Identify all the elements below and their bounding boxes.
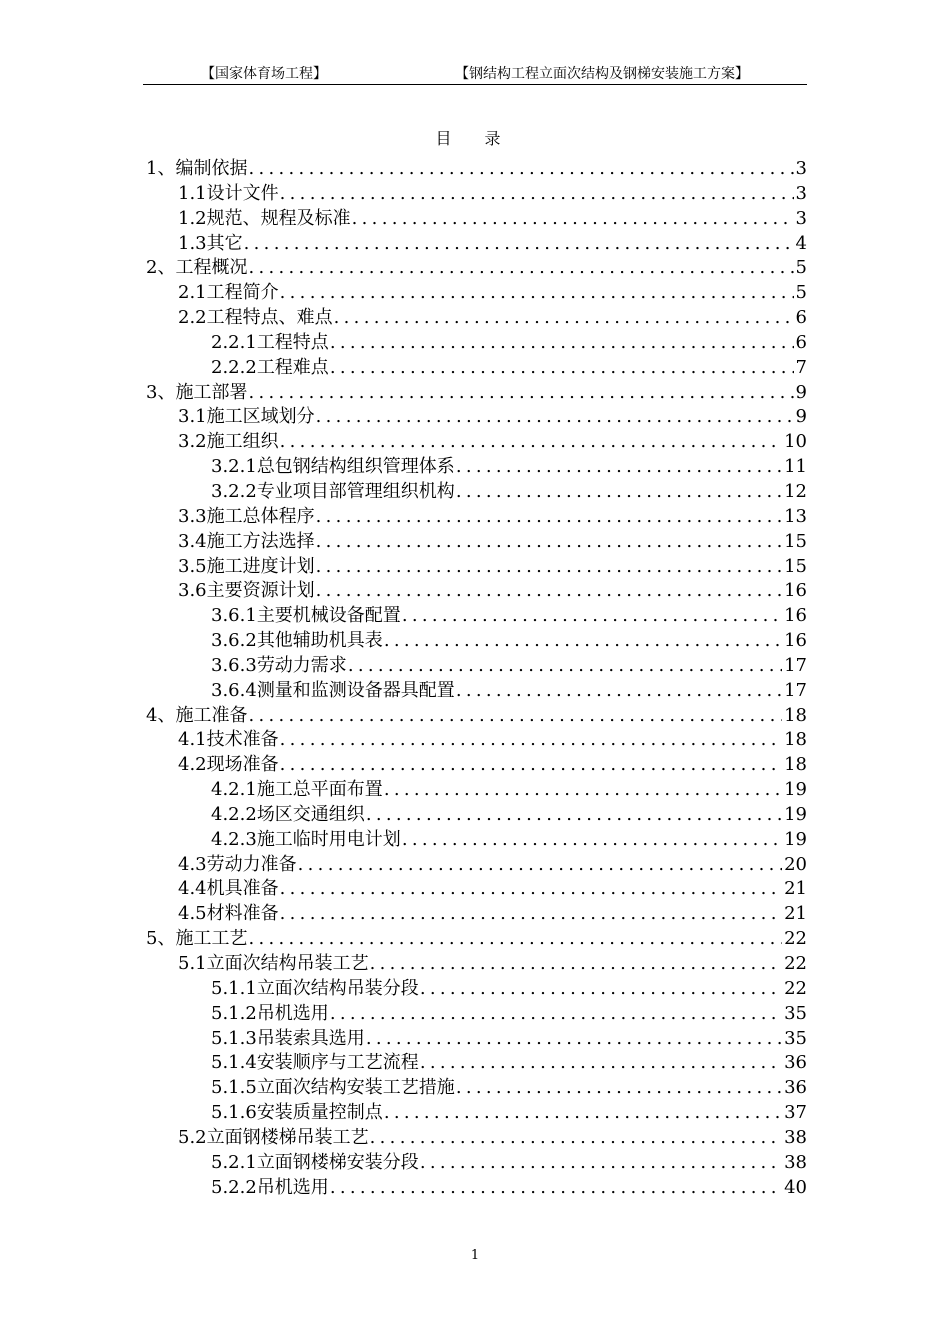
toc-entry[interactable]	[146, 927, 807, 952]
toc-entry[interactable]	[146, 853, 807, 878]
toc-entry-page: 16	[784, 630, 807, 652]
toc-leader-dots	[455, 480, 782, 505]
toc-leader-dots	[315, 530, 782, 555]
toc-entry[interactable]	[146, 877, 807, 902]
toc-entry-page: 38	[784, 1151, 807, 1173]
toc-entry-page: 19	[784, 803, 807, 825]
toc-leader-dots	[243, 232, 794, 257]
toc-entry-page: 36	[784, 1077, 807, 1099]
toc-entry[interactable]	[146, 952, 807, 977]
toc-entry-number: 3.1	[178, 406, 207, 428]
toc-entry-number: 3.6.1	[211, 605, 257, 627]
toc-entry[interactable]	[146, 281, 807, 306]
toc-leader-dots	[329, 1002, 782, 1027]
toc-entry-title: 施工工艺	[175, 928, 248, 950]
toc-leader-dots	[315, 555, 782, 580]
toc-entry[interactable]	[146, 728, 807, 753]
toc-entry[interactable]	[146, 1027, 807, 1052]
toc-leader-dots	[279, 877, 782, 902]
toc-entry[interactable]	[146, 182, 807, 207]
toc-entry[interactable]	[146, 1002, 807, 1027]
toc-entry-page: 18	[784, 754, 807, 776]
toc-leader-dots	[329, 356, 794, 381]
toc-entry-title: 吊机选用	[256, 1002, 329, 1024]
toc-entry[interactable]	[146, 480, 807, 505]
toc-entry-page: 20	[784, 853, 807, 875]
header-project-name: 【国家体育场工程】	[201, 66, 327, 82]
toc-entry-page: 21	[784, 878, 807, 900]
toc-leader-dots	[383, 1101, 782, 1126]
toc-entry-page: 37	[784, 1102, 807, 1124]
toc-entry-page: 10	[784, 431, 807, 453]
toc-entry[interactable]	[146, 256, 807, 281]
toc-entry-number: 1.3	[178, 232, 207, 254]
toc-entry-page: 13	[784, 505, 807, 527]
toc-entry-title: 场区交通组织	[256, 803, 365, 825]
toc-entry-number: 2.1	[178, 282, 207, 304]
toc-entry-number: 4、	[146, 704, 176, 726]
table-of-contents	[146, 157, 807, 1200]
toc-entry-number: 1、	[146, 158, 176, 179]
toc-entry-page: 3	[795, 182, 807, 204]
toc-entry-number: 5、	[146, 928, 176, 950]
toc-entry-number: 4.2	[178, 754, 207, 776]
toc-entry-number: 2、	[146, 257, 176, 279]
toc-entry-number: 5.1.2	[211, 1002, 257, 1024]
toc-entry-page: 6	[795, 331, 807, 353]
toc-entry-page: 35	[784, 1027, 807, 1049]
toc-entry-title: 吊装索具选用	[256, 1027, 365, 1049]
toc-entry-title: 吊机选用	[256, 1176, 329, 1198]
toc-leader-dots	[401, 828, 782, 853]
toc-entry-title: 总包钢结构组织管理体系	[256, 456, 455, 478]
toc-entry[interactable]	[146, 505, 807, 530]
toc-entry[interactable]	[146, 629, 807, 654]
toc-entry-number: 5.1.1	[211, 977, 257, 999]
toc-entry-page: 3	[795, 207, 807, 229]
toc-entry[interactable]	[146, 157, 807, 182]
toc-entry-title: 规范、规程及标准	[206, 207, 351, 229]
toc-entry-page: 4	[795, 232, 807, 254]
toc-leader-dots	[247, 381, 793, 406]
toc-entry-page: 5	[795, 282, 807, 304]
toc-entry-number: 3.2	[178, 431, 207, 453]
toc-entry[interactable]	[146, 207, 807, 232]
toc-leader-dots	[419, 1051, 782, 1076]
toc-entry-number: 5.1.5	[211, 1077, 257, 1099]
toc-entry-page: 15	[784, 530, 807, 552]
toc-entry-page: 15	[784, 555, 807, 577]
toc-entry[interactable]	[146, 405, 807, 430]
toc-entry-title: 工程概况	[175, 257, 248, 279]
toc-leader-dots	[383, 778, 782, 803]
toc-entry-page: 22	[784, 977, 807, 999]
toc-entry-title: 机具准备	[206, 878, 279, 900]
toc-entry-page: 38	[784, 1126, 807, 1148]
toc-entry-page: 18	[784, 729, 807, 751]
toc-leader-dots	[329, 331, 794, 356]
toc-entry-page: 17	[784, 654, 807, 676]
toc-entry-title: 技术准备	[206, 729, 279, 751]
toc-entry-title: 安装质量控制点	[256, 1102, 383, 1124]
toc-leader-dots	[365, 803, 782, 828]
toc-entry[interactable]	[146, 455, 807, 480]
toc-leader-dots	[329, 1176, 782, 1201]
toc-entry-title: 劳动力需求	[256, 654, 347, 676]
toc-entry-page: 22	[784, 953, 807, 974]
toc-entry-title: 施工总平面布置	[256, 779, 383, 801]
toc-entry[interactable]	[146, 555, 807, 580]
toc-entry-number: 3.2.1	[211, 456, 257, 478]
toc-entry[interactable]	[146, 306, 807, 331]
toc-entry-title: 施工组织	[206, 431, 279, 453]
toc-leader-dots	[247, 927, 782, 952]
toc-entry-title: 施工区域划分	[206, 406, 315, 428]
toc-entry-title: 工程简介	[206, 282, 279, 304]
toc-entry-page: 35	[784, 1002, 807, 1024]
toc-entry-title: 安装顺序与工艺流程	[256, 1052, 419, 1074]
toc-leader-dots	[247, 256, 793, 281]
toc-leader-dots	[383, 629, 782, 654]
toc-leader-dots	[279, 902, 782, 927]
toc-leader-dots	[369, 952, 782, 977]
toc-entry-title: 施工总体程序	[206, 505, 315, 527]
toc-entry-title: 材料准备	[206, 903, 279, 925]
toc-entry-title: 工程难点	[256, 356, 329, 378]
toc-entry[interactable]	[146, 977, 807, 1002]
toc-entry-number: 1.1	[178, 182, 207, 204]
toc-entry[interactable]	[146, 579, 807, 604]
toc-entry-number: 3.6.4	[211, 679, 257, 701]
toc-entry-number: 2.2	[178, 307, 207, 329]
toc-entry-number: 4.2.2	[211, 803, 257, 825]
toc-entry-page: 22	[784, 928, 807, 950]
toc-entry[interactable]	[146, 356, 807, 381]
toc-entry[interactable]	[146, 1151, 807, 1176]
toc-entry-number: 4.1	[178, 729, 207, 751]
toc-entry-title: 立面次结构安装工艺措施	[256, 1077, 455, 1099]
toc-entry-number: 3.2.2	[211, 480, 257, 502]
toc-entry-number: 1.2	[178, 207, 207, 229]
toc-entry-title: 工程特点	[256, 331, 329, 353]
toc-entry[interactable]	[146, 1176, 807, 1201]
toc-entry-page: 40	[784, 1176, 807, 1198]
toc-entry-number: 3.6.3	[211, 654, 257, 676]
toc-entry-number: 2.2.2	[211, 356, 257, 378]
toc-leader-dots	[419, 1151, 782, 1176]
toc-entry-title: 其他辅助机具表	[256, 630, 383, 652]
toc-entry-title: 立面次结构吊装分段	[256, 977, 419, 999]
toc-entry-number: 3.4	[178, 530, 207, 552]
toc-entry[interactable]	[146, 654, 807, 679]
toc-entry-page: 19	[784, 828, 807, 850]
toc-entry[interactable]	[146, 1101, 807, 1126]
toc-leader-dots	[455, 455, 782, 480]
page-header	[143, 63, 807, 85]
toc-entry-page: 18	[784, 704, 807, 726]
toc-entry-number: 3.6	[178, 580, 207, 602]
toc-entry-title: 专业项目部管理组织机构	[256, 480, 455, 502]
toc-entry-title: 测量和监测设备器具配置	[256, 679, 455, 701]
toc-entry-title: 施工部署	[175, 381, 248, 403]
toc-entry-page: 17	[784, 679, 807, 701]
toc-entry-number: 5.2.2	[211, 1176, 257, 1198]
toc-entry-title: 施工准备	[175, 704, 248, 726]
toc-entry[interactable]	[146, 530, 807, 555]
toc-entry-number: 4.2.3	[211, 828, 257, 850]
toc-entry[interactable]	[146, 430, 807, 455]
toc-entry[interactable]	[146, 828, 807, 853]
toc-entry-page: 7	[795, 356, 807, 378]
toc-leader-dots	[297, 853, 782, 878]
toc-entry-number: 3.5	[178, 555, 207, 577]
toc-title: 目 录	[435, 129, 515, 148]
toc-leader-dots	[347, 654, 782, 679]
toc-entry-page: 9	[795, 381, 807, 403]
toc-leader-dots	[315, 579, 782, 604]
toc-entry[interactable]	[146, 331, 807, 356]
toc-entry-title: 施工临时用电计划	[256, 828, 401, 850]
toc-entry-page: 11	[784, 456, 807, 478]
toc-entry-page: 3	[795, 158, 807, 179]
toc-entry[interactable]	[146, 232, 807, 257]
toc-entry[interactable]	[146, 704, 807, 729]
toc-entry[interactable]	[146, 902, 807, 927]
toc-leader-dots	[455, 679, 782, 704]
toc-entry-page: 36	[784, 1052, 807, 1074]
toc-entry-number: 5.2	[178, 1126, 207, 1148]
toc-entry-number: 2.2.1	[211, 331, 257, 353]
header-divider	[143, 84, 807, 85]
toc-entry[interactable]	[146, 1126, 807, 1151]
toc-entry-number: 5.1.3	[211, 1027, 257, 1049]
toc-leader-dots	[365, 1027, 782, 1052]
toc-leader-dots	[279, 182, 794, 207]
toc-entry-title: 主要机械设备配置	[256, 605, 401, 627]
toc-entry[interactable]	[146, 1051, 807, 1076]
toc-entry-page: 9	[795, 406, 807, 428]
toc-entry-number: 3.3	[178, 505, 207, 527]
page-number: 1	[470, 1248, 480, 1263]
toc-entry-number: 4.4	[178, 878, 207, 900]
toc-leader-dots	[369, 1126, 782, 1151]
toc-entry-number: 4.3	[178, 853, 207, 875]
toc-entry-title: 施工方法选择	[206, 530, 315, 552]
toc-leader-dots	[333, 306, 794, 331]
toc-entry-title: 立面次结构吊装工艺	[206, 953, 369, 974]
toc-leader-dots	[279, 753, 782, 778]
toc-entry[interactable]	[146, 679, 807, 704]
toc-entry-page: 16	[784, 580, 807, 602]
toc-entry[interactable]	[146, 604, 807, 629]
toc-entry-number: 5.1.4	[211, 1052, 257, 1074]
toc-leader-dots	[315, 405, 794, 430]
toc-entry-page: 19	[784, 779, 807, 801]
toc-leader-dots	[247, 704, 782, 729]
toc-leader-dots	[279, 281, 794, 306]
toc-entry-page: 6	[795, 307, 807, 329]
toc-leader-dots	[315, 505, 782, 530]
toc-entry[interactable]	[146, 1076, 807, 1101]
header-document-title: 【钢结构工程立面次结构及钢梯安装施工方案】	[455, 66, 749, 82]
toc-entry-page: 12	[784, 480, 807, 502]
toc-entry[interactable]	[146, 778, 807, 803]
toc-entry[interactable]	[146, 803, 807, 828]
toc-entry-title: 立面钢楼梯吊装工艺	[206, 1126, 369, 1148]
toc-entry-title: 施工进度计划	[206, 555, 315, 577]
toc-leader-dots	[279, 430, 782, 455]
toc-entry-number: 5.1.6	[211, 1102, 257, 1124]
toc-entry-number: 4.5	[178, 903, 207, 925]
toc-entry[interactable]	[146, 753, 807, 778]
toc-entry-number: 3、	[146, 381, 176, 403]
toc-entry-number: 5.2.1	[211, 1151, 257, 1173]
toc-entry-number: 5.1	[178, 953, 207, 974]
toc-entry-number: 4.2.1	[211, 779, 257, 801]
toc-entry-title: 编制依据	[175, 158, 248, 179]
toc-entry-page: 5	[795, 257, 807, 279]
toc-leader-dots	[247, 157, 793, 182]
toc-entry-title: 工程特点、难点	[206, 307, 333, 329]
toc-entry-title: 设计文件	[206, 182, 279, 204]
toc-entry[interactable]	[146, 381, 807, 406]
toc-entry-page: 21	[784, 903, 807, 925]
toc-entry-title: 立面钢楼梯安装分段	[256, 1151, 419, 1173]
toc-entry-number: 3.6.2	[211, 630, 257, 652]
toc-entry-title: 主要资源计划	[206, 580, 315, 602]
toc-leader-dots	[279, 728, 782, 753]
toc-leader-dots	[351, 207, 794, 232]
toc-entry-title: 现场准备	[206, 754, 279, 776]
toc-leader-dots	[419, 977, 782, 1002]
toc-leader-dots	[401, 604, 782, 629]
toc-entry-page: 16	[784, 605, 807, 627]
toc-entry-title: 其它	[206, 232, 243, 254]
toc-entry-title: 劳动力准备	[206, 853, 297, 875]
toc-leader-dots	[455, 1076, 782, 1101]
